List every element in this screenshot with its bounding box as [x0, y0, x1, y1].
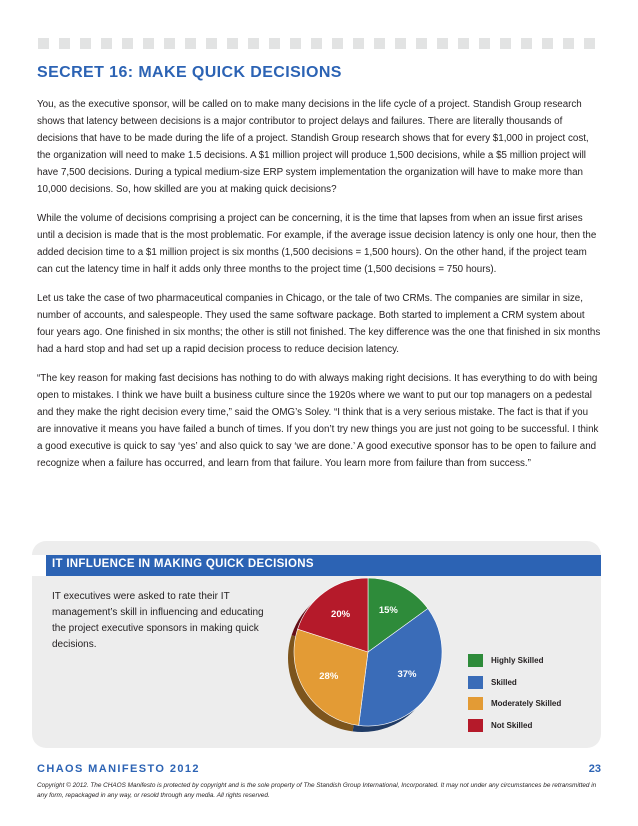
decorative-square	[101, 38, 112, 49]
sidebar-box-title: IT INFLUENCE IN MAKING QUICK DECISIONS	[52, 558, 314, 570]
article-body	[37, 96, 603, 484]
decorative-square	[248, 38, 259, 49]
decorative-square	[143, 38, 154, 49]
decorative-square	[374, 38, 385, 49]
decorative-square	[122, 38, 133, 49]
decorative-square	[584, 38, 595, 49]
decorative-square	[185, 38, 196, 49]
sidebar-box-description: IT executives were asked to rate their IT management’s skill in influencing and educating the project executive sponsors in making quick decisions.	[52, 591, 264, 650]
decorative-square	[164, 38, 175, 49]
legend-label: Highly Skilled	[491, 656, 544, 666]
decorative-square	[353, 38, 364, 49]
pie-data-label: 28%	[319, 670, 339, 682]
paragraph: “The key reason for making fast decisions has nothing to do with always making right decisions. It has everything to do with being open to mistakes. I think we have built a business culture since the 1920s where we want to put our top managers on a pedestal and they make the right decision every time,” said the OMG’s Soley. “I think that is a very serious mistake. The fact is that if you are innovative it means you have failed a bunch of times. If you don’t try new things you are just not going to be successful. I think a good executive is quick to say ‘yes’ and also quick to say ‘we are done.’ A good executive sponsor has to be open to failure and recognize when a failure has occurred, and learn from that failure. You learn more from failure than from success.”	[37, 373, 599, 469]
legend-label: Skilled	[491, 677, 517, 687]
decorative-square	[521, 38, 532, 49]
legend-label: Moderately Skilled	[491, 699, 562, 709]
legend-swatch	[468, 719, 483, 732]
decorative-square	[206, 38, 217, 49]
decorative-square-strip	[38, 38, 595, 49]
legend-label: Not Skilled	[491, 720, 533, 730]
page-number: 23	[588, 763, 601, 775]
decorative-square	[542, 38, 553, 49]
decorative-square	[479, 38, 490, 49]
chart-legend	[468, 650, 561, 736]
decorative-square	[227, 38, 238, 49]
pie-chart	[286, 570, 456, 740]
legend-item	[468, 650, 561, 672]
legend-swatch	[468, 697, 483, 710]
decorative-square	[437, 38, 448, 49]
legend-item	[468, 672, 561, 694]
decorative-square	[458, 38, 469, 49]
footer-title: CHAOS MANIFESTO 2012	[37, 763, 200, 775]
decorative-square	[563, 38, 574, 49]
decorative-square	[332, 38, 343, 49]
legend-swatch	[468, 676, 483, 689]
copyright-notice: Copyright © 2012. The CHAOS Manifesto is protected by copyright and is the sole property of The Standish Group International, Incorporated. It may not under any circumstances be retransmitted in any form, repackaged in any way, or resold through any media. All rights reserved.	[37, 782, 597, 799]
decorative-square	[59, 38, 70, 49]
decorative-square	[290, 38, 301, 49]
page-title: SECRET 16: MAKE QUICK DECISIONS	[37, 64, 342, 81]
decorative-square	[80, 38, 91, 49]
decorative-square	[38, 38, 49, 49]
legend-swatch	[468, 654, 483, 667]
pie-data-label: 37%	[397, 669, 417, 681]
paragraph: While the volume of decisions comprising a project can be concerning, it is the time that lapses from when an issue first arises until a decision is made that is the most problematic. For example, if the average issue decision latency is only one hour, then the added decision time to a $1 million project is six months (1,500 decisions = 1,500 hours). On the other hand, if the project team can cut the latency time in half it adds only three months to the project time (1,500 decisions = 750 hours).	[37, 213, 597, 275]
paragraph: Let us take the case of two pharmaceutical companies in Chicago, or the tale of two CRMs. The companies are similar in size, number of accounts, and salespeople. They used the same software package. Both started to implement a CRM system about four years ago. One finished in six months; the other is still not finished. The key difference was the one that finished in six months had a hard stop and had set up a rapid decision process to reduce decision latency.	[37, 293, 601, 355]
decorative-square	[500, 38, 511, 49]
pie-data-label: 20%	[331, 608, 351, 620]
legend-item	[468, 693, 561, 715]
decorative-square	[311, 38, 322, 49]
decorative-square	[269, 38, 280, 49]
decorative-square	[416, 38, 427, 49]
pie-data-label: 15%	[378, 605, 398, 617]
paragraph: You, as the executive sponsor, will be called on to make many decisions in the life cycle of a project. Standish Group research shows that latency between decisions is a major contributor to project delays and failures. There are literally thousands of decisions that have to be made during the life of a project. Standish Group research shows that for every $1,000 in project cost, the organization will need to make 1.5 decisions. A $1 million project will produce 1,500 decisions, while a $5 million project will have 7,500 decisions. During a typical medium-size ERP system implementation the organization will have to make more than 10,000 decisions. So, how skilled are you at making quick decisions?	[37, 99, 589, 195]
decorative-square	[395, 38, 406, 49]
legend-item	[468, 715, 561, 737]
